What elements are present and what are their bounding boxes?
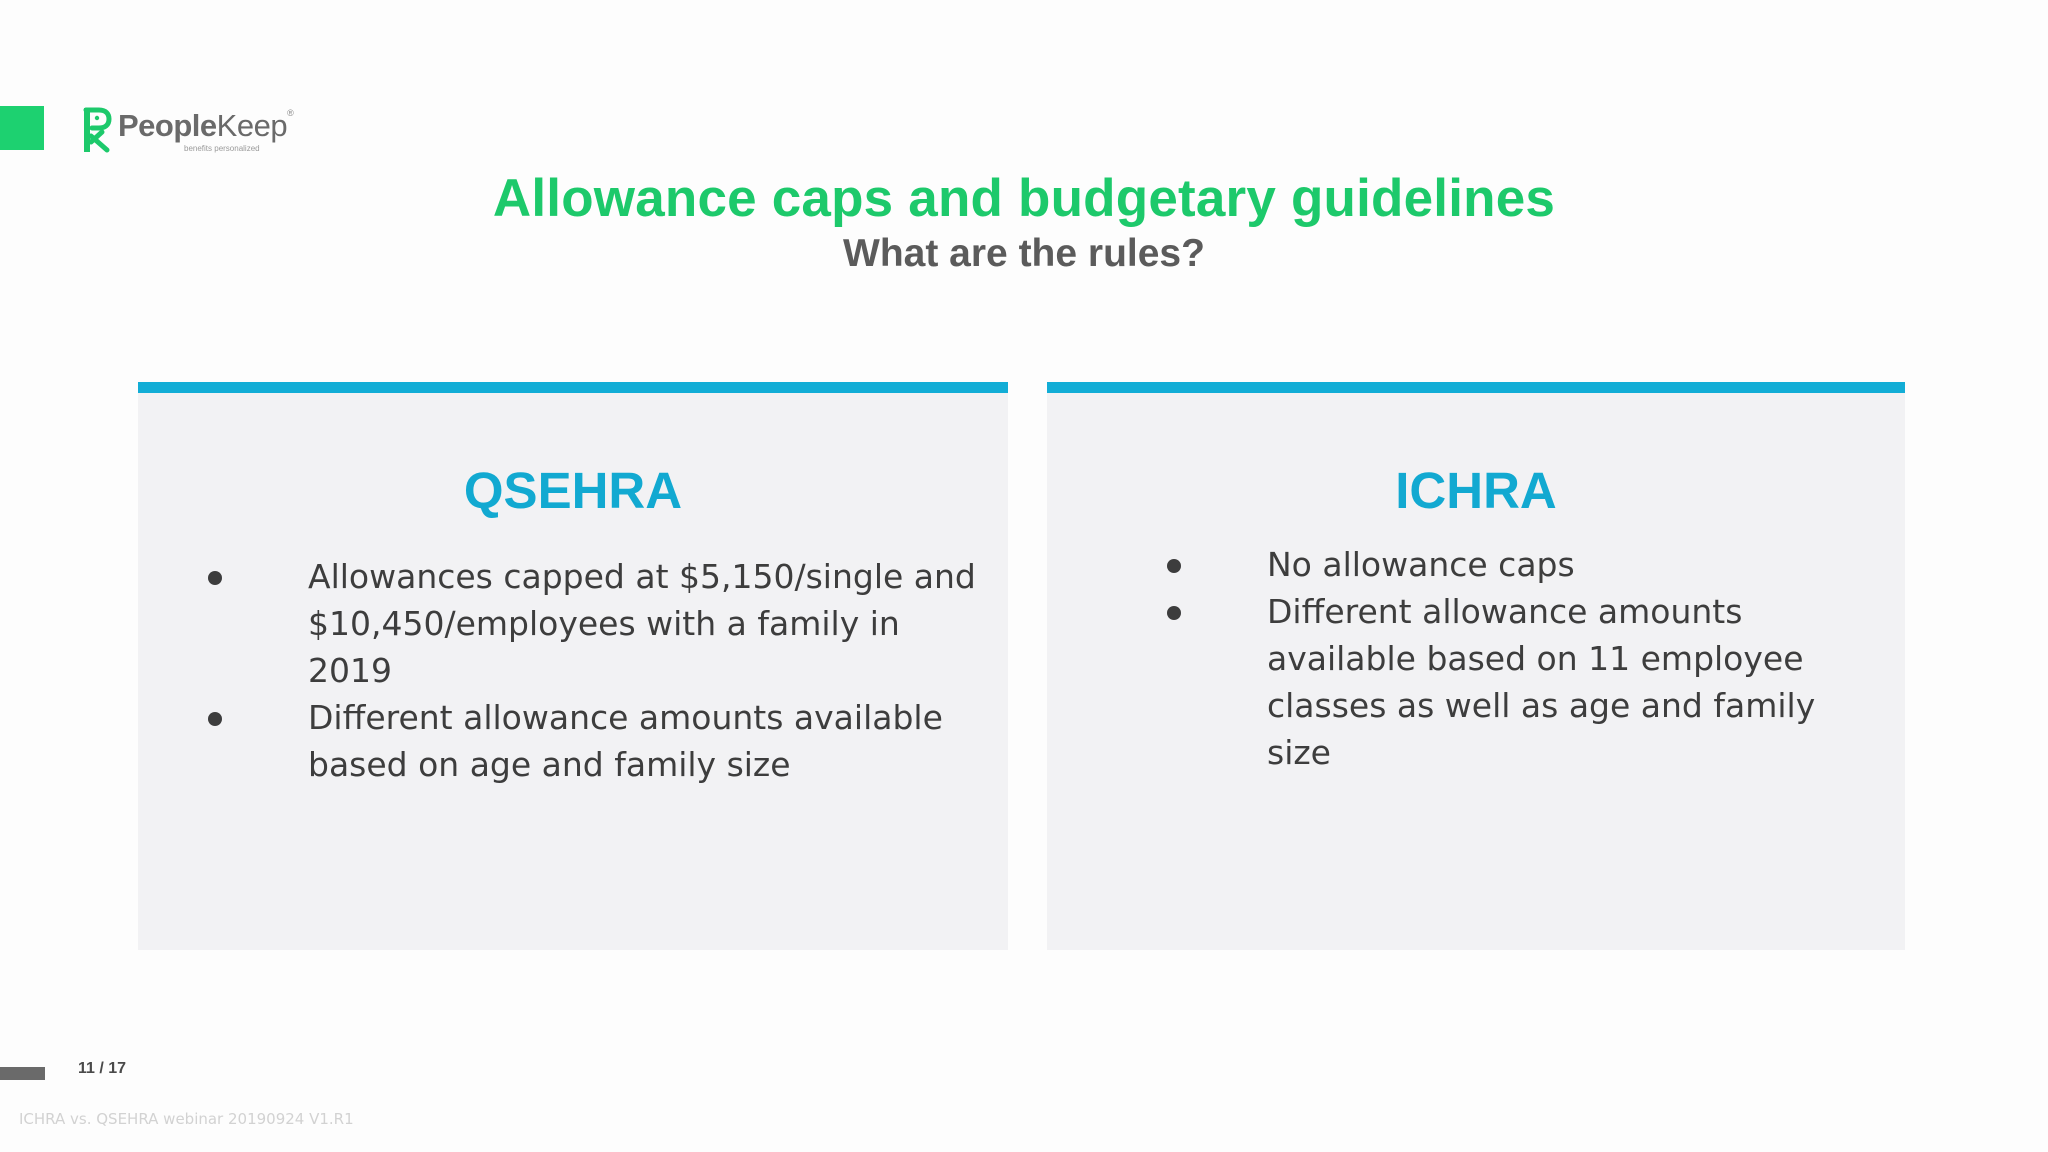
slide-subtitle: What are the rules?	[843, 232, 1205, 275]
list-item-text: No allowance caps	[1267, 545, 1575, 584]
ichra-card	[1047, 382, 1905, 950]
logo-wordmark: PeopleKeep®	[118, 108, 294, 143]
peoplekeep-logo-icon	[82, 106, 112, 154]
bullet-icon	[208, 712, 222, 726]
list-item	[1167, 541, 1887, 588]
qsehra-bullet-list	[208, 553, 978, 788]
page-indicator: 11 / 17	[78, 1060, 127, 1077]
brand-accent-block	[0, 106, 44, 150]
slide-title: Allowance caps and budgetary guidelines	[492, 169, 1556, 228]
peoplekeep-logo	[82, 104, 322, 156]
bullet-icon	[1167, 606, 1181, 620]
page-indicator-bar	[0, 1067, 45, 1080]
list-item	[208, 553, 978, 694]
ichra-bullet-list	[1167, 541, 1887, 776]
list-item-text: Different allowance amounts available based on age and family size	[308, 698, 943, 784]
ichra-card-heading: ICHRA	[1395, 462, 1557, 519]
footer-text: ICHRA vs. QSEHRA webinar 20190924 V1.R1	[19, 1110, 354, 1128]
list-item	[1167, 588, 1887, 776]
qsehra-card-heading: QSEHRA	[463, 462, 683, 519]
list-item-text: Allowances capped at $5,150/single and $10,450/employees with a family in 2019	[308, 557, 976, 690]
qsehra-card	[138, 382, 1008, 950]
list-item-text: Different allowance amounts available based on 11 employee classes as well as age and family size	[1267, 592, 1816, 772]
logo-wordmark-bold: People	[118, 108, 217, 143]
list-item	[208, 694, 978, 788]
bullet-icon	[208, 571, 222, 585]
bullet-icon	[1167, 559, 1181, 573]
logo-wordmark-regular: Keep	[216, 108, 288, 143]
logo-tagline: benefits personalized	[184, 144, 260, 153]
